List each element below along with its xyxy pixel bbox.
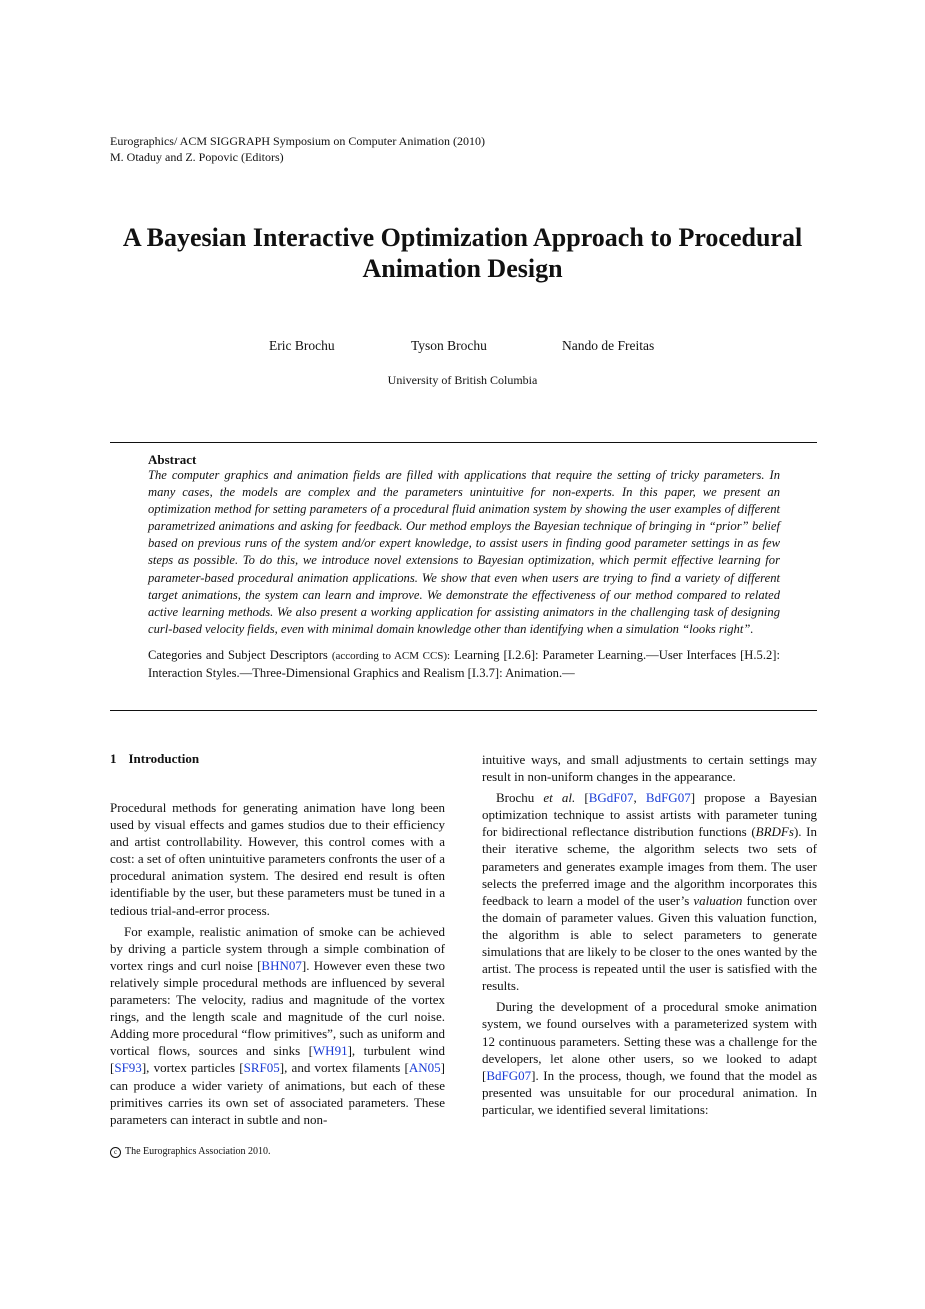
section-heading: [110, 751, 199, 767]
abstract-heading: Abstract: [148, 452, 197, 467]
right-column: [482, 751, 817, 1122]
copyright-icon: c: [110, 1147, 121, 1158]
text-run: ,: [633, 790, 646, 806]
categories-label: Categories and Subject Descriptors: [148, 647, 328, 662]
categories: [148, 647, 780, 682]
citation-link[interactable]: WH91: [312, 1043, 348, 1059]
abstract-body: The computer graphics and animation fields are filled with applications that require the setting of tricky parameters. In many cases, the models are complex and the parameters unintuitive for non-experts. In this paper, we present an optimization method for setting parameters of a procedural fluid animation system by showing the user examples of different parametrized animations and asking for feedback. Our method employs the Bayesian technique of bringing in “prior” belief based on previous runs of the system and/or expert knowledge, to assist users in finding good parameter settings in as few steps as possible. To do this, we introduce novel extensions to Bayesian optimization, which permit effective learning for parameter-based procedural animation applications. We show that even when users are trying to find a variety of different target animations, the system can learn and improve. We demonstrate the effectiveness of our method compared to related active learning methods. We also present a working application for assisting animators in the challenging task of designing curl-based velocity fields, even with minimal domain knowledge other than identifying when a simulation “looks right”.: [148, 468, 780, 636]
text-run: ]. In the process, though, we found that the model as presented was unsuitable for our procedural animation. In particular, we identified several limitations:: [482, 1067, 817, 1117]
paragraph: [110, 923, 445, 1128]
text-run: ). In their iterative scheme, the algorithm selects two sets of parameters and generates example images from them. The user selects the preferred image and the algorithm incorporates this feedback to learn a model of the user’s: [482, 824, 817, 908]
text-run: For example, realistic animation of smoke can be achieved by driving a particle system through a simple combination of vortex rings and curl noise [: [110, 923, 445, 973]
categories-text: Learning [I.2.6]: Parameter Learning.—User Interfaces [H.5.2]: Interaction Styles.—Three-Dimensional Graphics and Realism [I.3.7]: Animation.—: [148, 647, 780, 681]
title-line-2: Animation Design: [362, 254, 563, 283]
section-title: Introduction: [128, 751, 200, 766]
bottom-rule: [110, 710, 817, 711]
text-run: Brochu: [496, 790, 544, 806]
text-run: function over the domain of parameter values. Given this valuation function, the algorithm is able to select parameters to generate simulations that are likely to be closer to the ones wanted by the artist. The process is repeated until the user is satisfied with the results.: [482, 892, 817, 994]
text-run: ] can produce a wider variety of animations, but each of these primitives carries its own set of associated parameters. These parameters can interact in subtle and non-: [110, 1060, 445, 1127]
paragraph: intuitive ways, and small adjustments to certain settings may result in non-uniform changes in the appearance.: [482, 752, 817, 785]
title-line-1: A Bayesian Interactive Optimization Approach to Procedural: [122, 223, 803, 252]
categories-note: (according to ACM CCS):: [331, 649, 451, 662]
affiliation: University of British Columbia: [387, 373, 538, 387]
citation-link[interactable]: BdFG07: [486, 1067, 532, 1083]
text-run: ], turbulent wind [: [110, 1043, 445, 1076]
author-2: Tyson Brochu: [411, 338, 487, 353]
copyright-text: The Eurographics Association 2010.: [125, 1146, 271, 1157]
author-3: Nando de Freitas: [562, 338, 655, 353]
abstract-block: [148, 452, 780, 682]
venue-header: [110, 133, 485, 165]
citation-link[interactable]: BGdF07: [588, 790, 634, 806]
top-rule: [110, 442, 817, 443]
paragraph: Procedural methods for generating animation have long been used by visual effects and games studios due to their efficiency and artist controllability. However, this control comes with a cost: a set of often unintuitive parameters confronts the user of a procedural animation system. The desired end result is often identifiable by the user, but these parameters must be tuned in a tedious trial-and-error process.: [110, 800, 445, 918]
citation-link[interactable]: AN05: [408, 1060, 441, 1076]
text-run: During the development of a procedural smoke animation system, we found ourselves with a parameterized system with 12 continuous parameters. Setting these was a challenge for the developers, let alone other users, so we looked to adapt [: [482, 999, 817, 1083]
text-run: ], and vortex filaments [: [279, 1060, 409, 1076]
text-run: ], vortex particles [: [141, 1060, 244, 1076]
text-run: BRDFs: [755, 824, 794, 840]
venue-line: Eurographics/ ACM SIGGRAPH Symposium on Computer Animation (2010): [110, 134, 485, 148]
citation-link[interactable]: SF93: [114, 1060, 142, 1076]
author-1: Eric Brochu: [269, 338, 335, 353]
editors-line: M. Otaduy and Z. Popovic (Editors): [110, 150, 284, 164]
paragraph: [482, 789, 817, 994]
paper-title: [100, 222, 825, 284]
text-run: [: [575, 790, 589, 806]
copyright-footer: [110, 1146, 271, 1158]
text-run: ] propose a Bayesian optimization technique to assist artists with parameter tuning for bidirectional reflectance distribution functions (: [482, 790, 817, 840]
section-number: 1: [110, 751, 117, 766]
text-run: valuation: [693, 892, 743, 908]
text-run: et al.: [543, 790, 576, 806]
citation-link[interactable]: BHN07: [261, 957, 302, 973]
paragraph: [482, 998, 817, 1118]
citation-link[interactable]: SRF05: [243, 1060, 280, 1076]
left-column: [110, 799, 445, 1132]
text-run: ]. However even these two relatively simple procedural methods are influenced by several parameters: The velocity, radius and magnitude of the vortex rings, and the length scale and magnitude of the curl noise. Adding more procedural “flow primitives”, such as uniform and vortical flows, sources and sinks [: [110, 957, 445, 1059]
citation-link[interactable]: BdFG07: [645, 790, 691, 806]
